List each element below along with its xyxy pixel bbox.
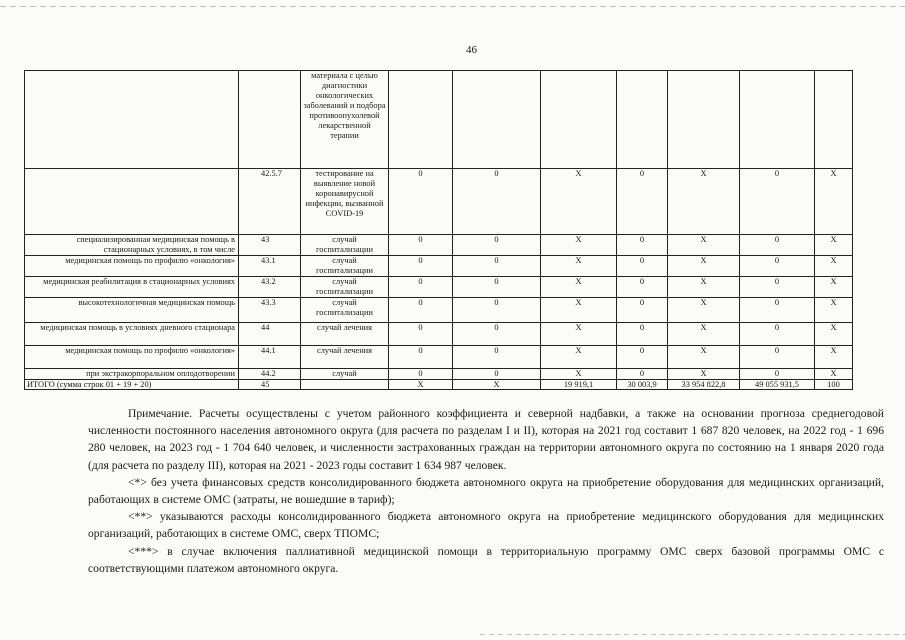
row-unit: случай лечения [301,323,389,346]
table-total-row [25,380,853,390]
row-unit: случай лечения [301,346,389,369]
row-value: X [668,323,740,346]
row-value: 0 [389,169,453,235]
row-value: 0 [740,256,815,277]
table [24,70,853,390]
row-unit: случай госпитализации [301,277,389,298]
note-footnote-2: <**> указываются расходы консолидированного бюджета автономного округа на приобретение медицинского оборудования для медицинских организаций, работающих в системе ОМС, сверх ТПОМС; [88,510,884,541]
total-value: X [389,380,453,390]
row-value: X [541,323,617,346]
row-number: 43.3 [239,298,301,323]
row-value: X [815,346,853,369]
table-row [25,235,853,256]
row-value: 0 [453,369,541,380]
total-value: 49 055 931,5 [740,380,815,390]
total-value: 33 954 822,8 [668,380,740,390]
row-unit: материала с целью диагностики онкологических заболеваний и подбора противоопухолевой лекарственной терапии [301,71,389,169]
row-name: при экстракорпоральном оплодотворении [25,369,239,380]
row-unit: случай госпитализации [301,298,389,323]
total-name: ИТОГО (сумма строк 01 + 19 + 20) [25,380,239,390]
row-value: 0 [453,256,541,277]
row-value: X [541,169,617,235]
row-value: 0 [453,169,541,235]
row-unit: случай госпитализации [301,256,389,277]
table-row [25,369,853,380]
row-name: высокотехнологичная медицинская помощь [25,298,239,323]
row-name: медицинская помощь в условиях дневного стационара [25,323,239,346]
row-value: 0 [617,256,668,277]
row-value: 0 [617,169,668,235]
row-value: 0 [740,235,815,256]
row-value: 0 [740,346,815,369]
row-value: 0 [740,323,815,346]
row-value: 0 [389,277,453,298]
total-value: X [453,380,541,390]
row-value [541,71,617,169]
page-number: 46 [466,44,477,56]
row-value [815,71,853,169]
row-value: X [541,298,617,323]
total-value: 19 919,1 [541,380,617,390]
row-value: 0 [389,235,453,256]
row-value: X [541,256,617,277]
row-value: 0 [453,346,541,369]
row-value: 0 [389,346,453,369]
row-value: X [541,277,617,298]
note-footnote-3: <***> в случае включения паллиативной медицинской помощи в территориальную программу ОМС сверх базовой программы ОМС с соответствующими платежом автономного округа. [88,544,884,575]
table-row [25,71,853,169]
row-value: 0 [740,369,815,380]
row-value: X [668,298,740,323]
scan-edge-bottom [480,634,905,635]
row-value: X [668,256,740,277]
row-value: X [668,369,740,380]
row-value: 0 [453,277,541,298]
row-number: 43 [239,235,301,256]
table-row [25,277,853,298]
row-value [617,71,668,169]
row-number: 44.1 [239,346,301,369]
row-number: 42.5.7 [239,169,301,235]
note-footnote-1: <*> без учета финансовых средств консолидированного бюджета автономного округа на приобретение оборудования для медицинских организаций, работающих в системе ОМС (затраты, не вошедшие в тариф); [88,475,884,507]
financing-table [24,70,852,390]
row-value: 0 [617,369,668,380]
row-value: 0 [453,323,541,346]
row-value [668,71,740,169]
row-value: 0 [389,369,453,380]
scan-edge-top [0,6,905,7]
table-row [25,169,853,235]
table-row [25,323,853,346]
row-number: 44.2 [239,369,301,380]
row-value: 0 [617,323,668,346]
row-value: 0 [389,323,453,346]
row-value: 0 [740,169,815,235]
row-value: X [541,369,617,380]
notes-section [88,405,884,577]
row-value: X [668,169,740,235]
row-value: X [541,346,617,369]
table-row [25,298,853,323]
row-number: 44 [239,323,301,346]
total-number: 45 [239,380,301,390]
row-name: медицинская помощь по профилю «онкология» [25,256,239,277]
row-number [239,71,301,169]
row-value: 0 [453,298,541,323]
row-value [453,71,541,169]
row-name [25,71,239,169]
row-value: 0 [740,298,815,323]
row-value: 0 [617,298,668,323]
row-value: 0 [617,235,668,256]
row-value: 0 [617,346,668,369]
total-value: 30 003,9 [617,380,668,390]
row-value: X [815,256,853,277]
row-value: X [815,323,853,346]
row-value: 0 [389,256,453,277]
row-value [389,71,453,169]
row-value: 0 [453,235,541,256]
row-value: X [815,369,853,380]
row-value: X [815,235,853,256]
row-value: 0 [389,298,453,323]
row-unit: случай [301,369,389,380]
row-unit: тестирование на выявление новой коронавирусной инфекции, вызванной COVID-19 [301,169,389,235]
total-value: 100 [815,380,853,390]
row-value: 0 [740,277,815,298]
table-row [25,256,853,277]
row-name: медицинская реабилитация в стационарных условиях [25,277,239,298]
row-value: X [815,298,853,323]
row-name: специализированная медицинская помощь в стационарных условиях, в том числе [25,235,239,256]
total-unit [301,380,389,390]
row-value: X [815,169,853,235]
table-row [25,346,853,369]
row-unit: случай госпитализации [301,235,389,256]
row-value: X [541,235,617,256]
row-value: 0 [617,277,668,298]
row-value: X [668,277,740,298]
row-value [740,71,815,169]
note-main: Примечание. Расчеты осуществлены с учетом районного коэффициента и северной надбавки, а также на основании прогноза среднегодовой численности постоянного населения автономного округа (для расчета по разделам I и II), которая на 2021 год составит 1 687 820 человек, на 2022 год - 1 696 280 человек, на 2023 год - 1 704 640 человек, и численности застрахованных граждан на территории автономного округа по состоянию на 1 января 2020 года (для расчета по разделу III), которая на 2021 - 2023 годы составит 1 634 987 человек. [88,407,884,472]
row-number: 43.1 [239,256,301,277]
row-name [25,169,239,235]
row-name: медицинская помощь по профилю «онкология» [25,346,239,369]
row-number: 43.2 [239,277,301,298]
row-value: X [668,346,740,369]
row-value: X [815,277,853,298]
row-value: X [668,235,740,256]
